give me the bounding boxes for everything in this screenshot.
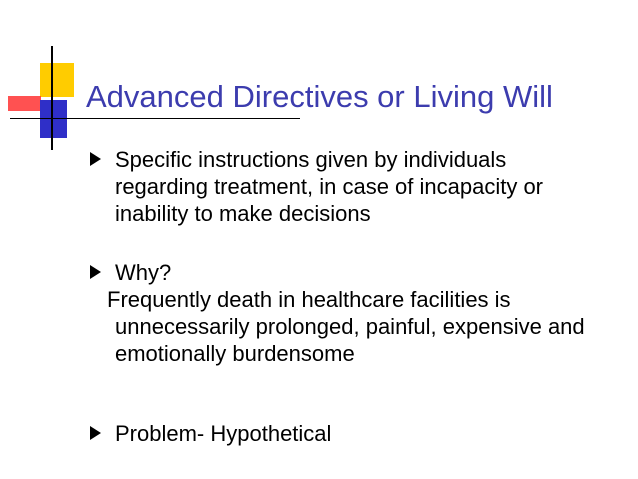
bullet-item (90, 259, 605, 286)
bullet-text: Specific instructions given by individuals regarding treatment, in case of incapacity or inability to make decisions (115, 147, 544, 226)
triangle-bullet-icon (90, 426, 101, 440)
decorative-yellow-square (40, 63, 74, 97)
bullet-text: Why? (115, 260, 172, 285)
why-detail-rest: unnecessarily prolonged, painful, expensive and emotionally burdensome (115, 314, 585, 366)
decorative-horizontal-line (10, 118, 300, 119)
bullet-item (90, 146, 605, 227)
slide-title: Advanced Directives or Living Will (86, 79, 553, 114)
why-detail-first-line: Frequently death in healthcare facilities is (107, 287, 511, 312)
bullet-item (90, 420, 605, 447)
decorative-blue-square (40, 100, 67, 138)
decorative-vertical-line (51, 46, 53, 150)
triangle-bullet-icon (90, 152, 101, 166)
decorative-red-bar (8, 96, 41, 111)
triangle-bullet-icon (90, 265, 101, 279)
bullet-text: Problem- Hypothetical (115, 421, 332, 446)
why-detail-paragraph (107, 286, 607, 367)
